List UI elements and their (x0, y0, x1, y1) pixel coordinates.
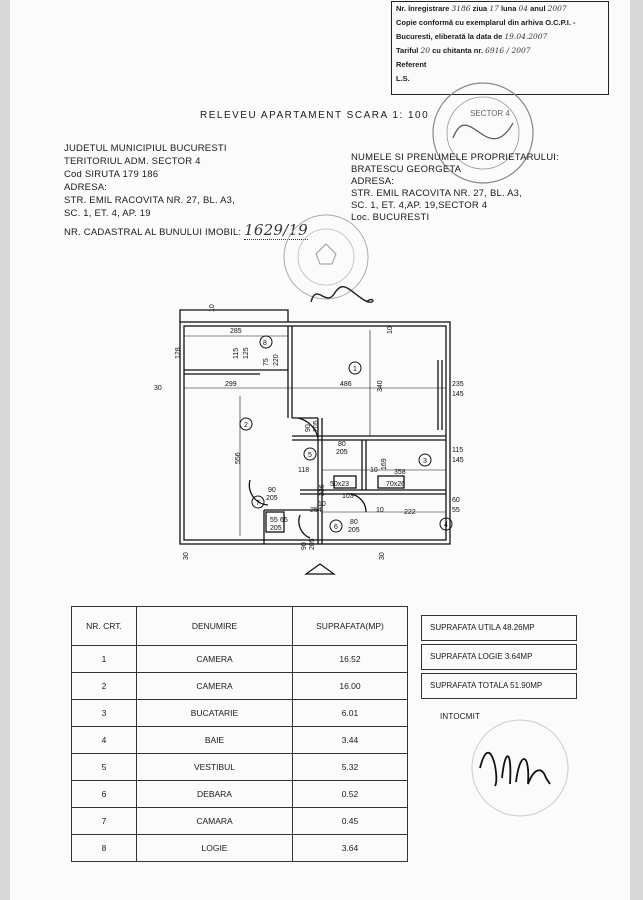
room-label-3: 3 (423, 458, 427, 465)
stamp-line-5: Referent (396, 60, 427, 69)
cell-area: 16.52 (293, 646, 408, 673)
cell-name: CAMERA (137, 646, 293, 673)
stamp-line-2: Copie conformă cu exemplarul din arhiva O.C.P.I. - (396, 18, 576, 27)
suprafata-utila-box: SUPRAFATA UTILA 48.26MP (421, 615, 577, 641)
dim-128: 128 (175, 347, 182, 359)
dim-90c: 90 (301, 542, 308, 550)
cell-area: 6.01 (293, 700, 408, 727)
county-line: JUDETUL MUNICIPIUL BUCURESTI (64, 143, 227, 154)
siruta-line: Cod SIRUTA 179 186 (64, 169, 159, 180)
cell-nr: 2 (72, 673, 137, 700)
table-row (72, 727, 408, 754)
dim-205b: 205 (336, 449, 348, 456)
dim-10f: 10 (376, 507, 384, 514)
cadastral-number-line: NR. CADASTRAL AL BUNULUI IMOBIL: 1629/19 (64, 221, 308, 239)
cell-nr: 6 (72, 781, 137, 808)
dim-145b: 145 (452, 457, 464, 464)
dim-125: 125 (243, 347, 250, 359)
dim-169: 169 (381, 458, 388, 470)
room-label-5: 5 (308, 452, 312, 459)
cell-name: VESTIBUL (137, 754, 293, 781)
table-row (72, 754, 408, 781)
dim-205d: 205 (270, 525, 282, 532)
dim-222: 222 (404, 509, 416, 516)
floor-plan (154, 300, 470, 580)
cell-area: 3.44 (293, 727, 408, 754)
dim-80a: 80 (338, 441, 346, 448)
dim-340: 340 (377, 380, 384, 392)
dim-285: 285 (230, 328, 242, 335)
cell-name: BUCATARIE (137, 700, 293, 727)
dim-10a: 10 (209, 304, 216, 312)
dim-205a: 205 (313, 420, 320, 432)
col-header-suprafata: SUPRAFATA(MP) (293, 607, 408, 646)
cell-area: 3.64 (293, 835, 408, 862)
dim-358: 358 (394, 469, 406, 476)
north-arrow-icon (306, 564, 334, 574)
stamp-line-4: Tariful 20 cu chitanta nr. 6916 / 2007 (396, 46, 531, 55)
dim-30a: 30 (154, 385, 162, 392)
col-header-nr: NR. CRT. (72, 607, 137, 646)
table-row (72, 700, 408, 727)
room-label-1: 1 (353, 366, 357, 373)
room-label-8: 8 (263, 340, 267, 347)
cell-area: 0.45 (293, 808, 408, 835)
cell-nr: 8 (72, 835, 137, 862)
room-label-7: 7 (256, 500, 260, 507)
address-label-right: ADRESA: (351, 176, 395, 187)
owner-name: BRATESCU GEORGETA (351, 164, 462, 175)
room-label-4: 4 (444, 522, 448, 529)
dim-254: 254 (310, 507, 322, 514)
cell-area: 5.32 (293, 754, 408, 781)
dim-30c: 30 (379, 552, 386, 560)
dim-90b: 90 (268, 487, 276, 494)
suprafata-totala-box: SUPRAFATA TOTALA 51.90MP (421, 673, 577, 699)
dim-118: 118 (298, 467, 310, 474)
cell-nr: 3 (72, 700, 137, 727)
dim-30b: 30 (183, 552, 190, 560)
cell-area: 16.00 (293, 673, 408, 700)
intocmit-label: INTOCMIT (440, 712, 481, 721)
owner-label: NUMELE SI PRENUMELE PROPRIETARULUI: (351, 152, 559, 163)
dim-65: 65 (280, 517, 288, 524)
dim-220: 220 (273, 354, 280, 366)
dim-336: 336 (319, 484, 326, 496)
locality-line: Loc. BUCURESTI (351, 212, 430, 223)
table-row (72, 673, 408, 700)
cell-name: CAMARA (137, 808, 293, 835)
dim-50x23: 50x23 (330, 481, 350, 488)
document-page (10, 0, 630, 900)
cell-name: BAIE (137, 727, 293, 754)
address-label-left: ADRESA: (64, 182, 108, 193)
dim-10b: 10 (387, 326, 394, 334)
table-row (72, 646, 408, 673)
rooms-area-table (71, 606, 408, 862)
cell-name: LOGIE (137, 835, 293, 862)
room-label-2: 2 (244, 422, 248, 429)
dim-235: 235 (452, 381, 464, 388)
dim-10d: 10 (370, 467, 378, 474)
col-header-denumire: DENUMIRE (137, 607, 293, 646)
suprafata-logie-box: SUPRAFATA LOGIE 3.64MP (421, 644, 577, 670)
cell-name: CAMERA (137, 673, 293, 700)
table-row (72, 808, 408, 835)
dim-70x26: 70x26 (386, 481, 406, 488)
cadastral-number-value: 1629/19 (244, 221, 308, 239)
dim-145a: 145 (452, 391, 464, 398)
stamp-line-1: Nr. înregistrare 3186 ziua 17 luna 04 anul 2007 (396, 4, 567, 13)
table-header-row (72, 607, 408, 646)
stamp-line-6: L.S. (396, 74, 410, 83)
dim-205c: 205 (266, 495, 278, 502)
dim-103: 103 (342, 493, 354, 500)
dim-205e: 205 (348, 527, 360, 534)
cell-nr: 5 (72, 754, 137, 781)
dim-90a: 90 (305, 424, 312, 432)
room-label-6: 6 (334, 524, 338, 531)
seal-text: SECTOR 4 (470, 109, 510, 118)
table-row (72, 781, 408, 808)
address-street-right: STR. EMIL RACOVITA NR. 27, BL. A3, (351, 188, 522, 199)
address-street-left: STR. EMIL RACOVITA NR. 27, BL. A3, (64, 195, 235, 206)
dim-10e: 10 (318, 501, 326, 508)
dim-75: 75 (263, 358, 270, 366)
cell-nr: 4 (72, 727, 137, 754)
document-title: RELEVEU APARTAMENT SCARA 1: 100 (200, 110, 430, 121)
territory-line: TERITORIUL ADM. SECTOR 4 (64, 156, 201, 167)
dim-60: 60 (452, 497, 460, 504)
dim-80b: 80 (350, 519, 358, 526)
dim-55b: 55 (270, 517, 278, 524)
cell-nr: 7 (72, 808, 137, 835)
dim-115b: 115 (452, 447, 464, 454)
dim-556: 556 (235, 452, 242, 464)
dim-205f: 205 (309, 538, 316, 550)
cell-area: 0.52 (293, 781, 408, 808)
address-apartment-right: SC. 1, ET. 4,AP. 19,SECTOR 4 (351, 200, 488, 211)
dim-115: 115 (233, 347, 240, 359)
middle-seal (286, 212, 396, 312)
cell-name: DEBARA (137, 781, 293, 808)
author-signature (450, 708, 580, 828)
dim-486: 486 (340, 381, 352, 388)
table-row (72, 835, 408, 862)
stamp-line-3: Bucuresti, eliberată la data de 19.04.2007 (396, 32, 548, 41)
dim-299: 299 (225, 381, 237, 388)
address-apartment-left: SC. 1, ET. 4, AP. 19 (64, 208, 151, 219)
cell-nr: 1 (72, 646, 137, 673)
dim-55: 55 (452, 507, 460, 514)
